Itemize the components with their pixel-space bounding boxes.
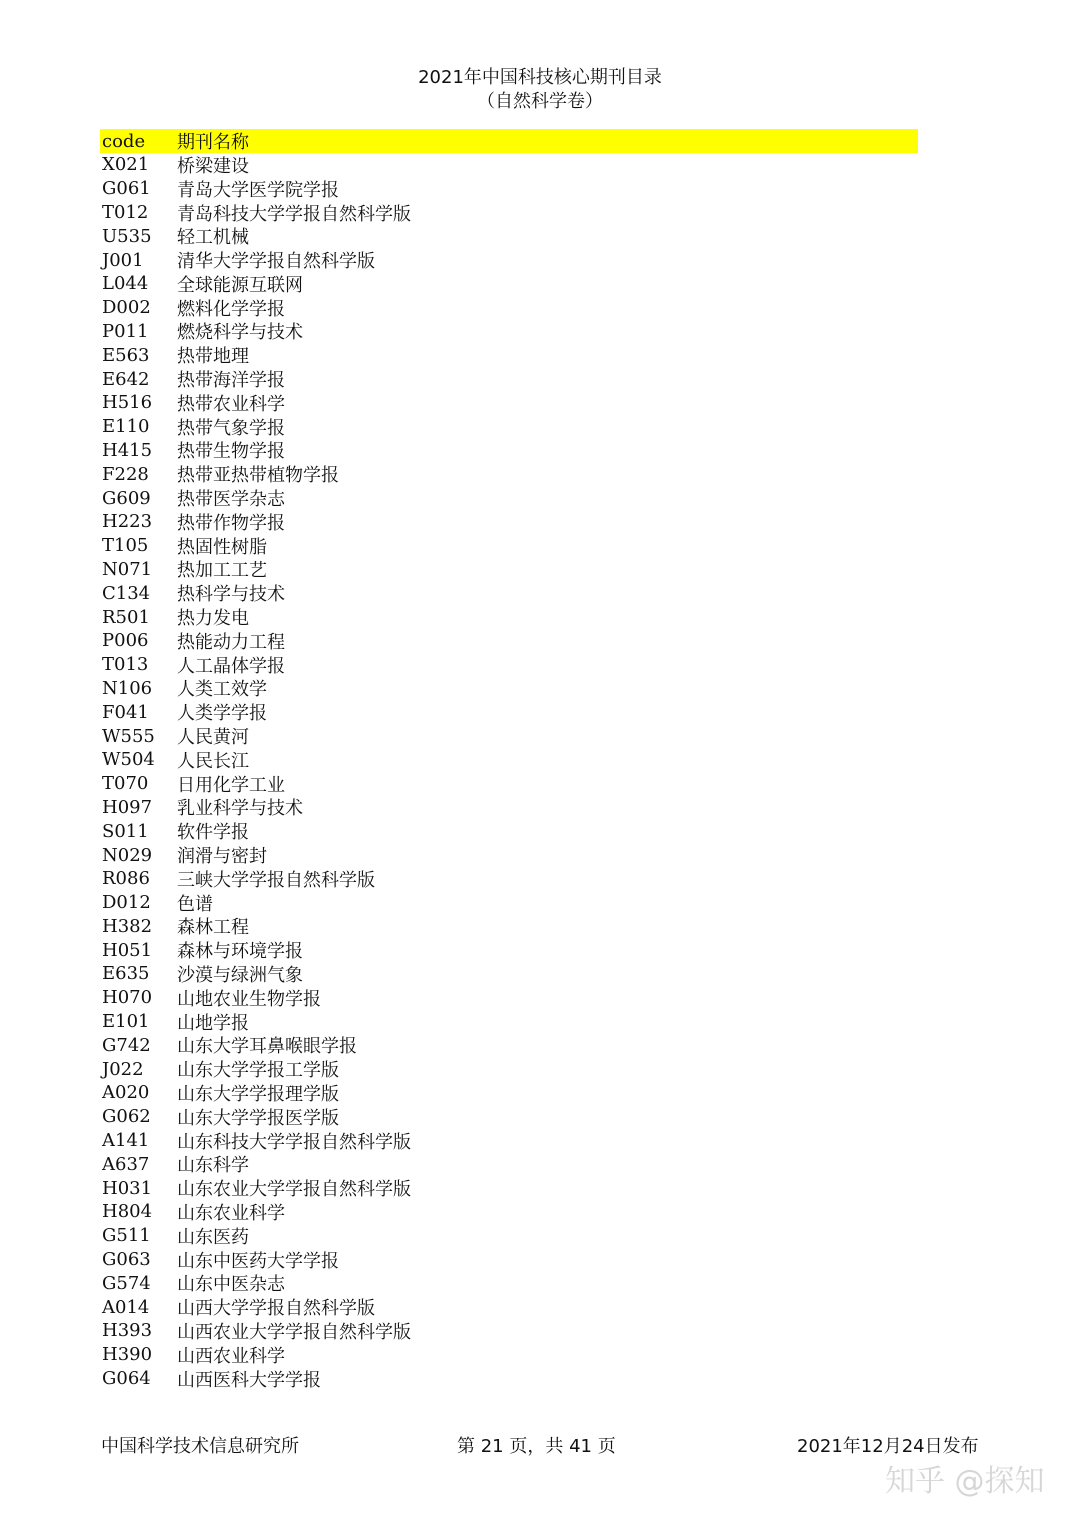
journal-code: A637 xyxy=(102,1153,150,1175)
footer-publish-date: 2021年12月24日发布 xyxy=(797,1436,979,1457)
journal-code: W504 xyxy=(102,749,155,771)
table-row xyxy=(100,1010,918,1034)
table-row xyxy=(100,558,918,582)
journal-code: F041 xyxy=(102,701,149,723)
journal-name: 燃料化学学报 xyxy=(177,298,285,320)
table-row xyxy=(100,962,918,986)
footer-page-info: 第 21 页，共 41 页 xyxy=(457,1436,616,1457)
table-row xyxy=(100,1057,918,1081)
table-row xyxy=(100,915,918,939)
journal-code: G064 xyxy=(102,1368,151,1390)
table-row xyxy=(100,938,918,962)
journal-name: 色谱 xyxy=(177,893,213,915)
table-row xyxy=(100,867,918,891)
journal-code: D002 xyxy=(102,297,151,319)
journal-code: H390 xyxy=(102,1344,153,1366)
journal-code: T105 xyxy=(102,535,149,557)
table-row xyxy=(100,1129,918,1153)
journal-name: 热带医学杂志 xyxy=(177,489,285,511)
table-row xyxy=(100,1271,918,1295)
journal-code: G574 xyxy=(102,1272,151,1294)
column-header-name: 期刊名称 xyxy=(177,132,249,153)
table-row xyxy=(100,605,918,629)
journal-code: F228 xyxy=(102,463,149,485)
journal-code: E563 xyxy=(102,344,150,366)
journal-name: 热带亚热带植物学报 xyxy=(177,465,339,487)
journal-code: G742 xyxy=(102,1034,151,1056)
journal-name: 日用化学工业 xyxy=(177,774,285,796)
table-row xyxy=(100,177,918,201)
journal-code: N029 xyxy=(102,844,153,866)
journal-code: T013 xyxy=(102,654,149,676)
table-row xyxy=(100,296,918,320)
table-row xyxy=(100,224,918,248)
journal-code: A141 xyxy=(102,1130,150,1152)
journal-name: 山西农业科学 xyxy=(177,1345,285,1367)
table-row xyxy=(100,1033,918,1057)
journal-code: N106 xyxy=(102,677,153,699)
journal-code: N071 xyxy=(102,558,153,580)
table-row xyxy=(100,1367,918,1391)
journal-name: 人类学学报 xyxy=(177,703,267,725)
table-row xyxy=(100,843,918,867)
journal-code: W555 xyxy=(102,725,155,747)
document-subtitle: （自然科学卷） xyxy=(477,91,603,112)
journal-code: E110 xyxy=(102,416,150,438)
journal-code: D012 xyxy=(102,892,151,914)
table-row xyxy=(100,415,918,439)
journal-code: L044 xyxy=(102,273,149,295)
table-row xyxy=(100,796,918,820)
journal-code: H516 xyxy=(102,392,153,414)
journal-code: H097 xyxy=(102,796,153,818)
journal-name: 山东医药 xyxy=(177,1226,249,1248)
journal-name: 山东大学学报工学版 xyxy=(177,1060,339,1082)
table-body xyxy=(100,153,918,1390)
journal-name: 燃烧科学与技术 xyxy=(177,322,303,344)
table-row xyxy=(100,1295,918,1319)
journal-name: 热能动力工程 xyxy=(177,631,285,653)
document-title: 2021年中国科技核心期刊目录 xyxy=(418,67,662,88)
journal-name: 森林与环境学报 xyxy=(177,941,303,963)
journal-code: T070 xyxy=(102,773,149,795)
journal-name: 热带作物学报 xyxy=(177,512,285,534)
journal-code: J022 xyxy=(102,1058,144,1080)
column-header-code: code xyxy=(102,130,146,152)
journal-code: S011 xyxy=(102,820,149,842)
journal-code: H051 xyxy=(102,939,153,961)
table-row xyxy=(100,1081,918,1105)
table-row xyxy=(100,272,918,296)
journal-name: 森林工程 xyxy=(177,917,249,939)
journal-name: 山东中医药大学学报 xyxy=(177,1250,339,1272)
footer-institution: 中国科学技术信息研究所 xyxy=(101,1436,299,1457)
table-row xyxy=(100,1105,918,1129)
journal-name: 润滑与密封 xyxy=(177,846,267,868)
journal-code: E635 xyxy=(102,963,150,985)
journal-code: A020 xyxy=(102,1082,150,1104)
journal-name: 人民长江 xyxy=(177,750,249,772)
journal-name: 山地农业生物学报 xyxy=(177,988,321,1010)
table-row xyxy=(100,1224,918,1248)
table-header-row xyxy=(100,129,918,153)
table-row xyxy=(100,534,918,558)
journal-name: 山东科学 xyxy=(177,1155,249,1177)
journal-name: 乳业科学与技术 xyxy=(177,798,303,820)
journal-code: G063 xyxy=(102,1249,151,1271)
table-row xyxy=(100,153,918,177)
journal-code: P011 xyxy=(102,320,149,342)
journal-code: E101 xyxy=(102,1011,150,1033)
journal-name: 桥梁建设 xyxy=(177,155,249,177)
journal-code: H804 xyxy=(102,1201,153,1223)
zhihu-watermark: 知乎 @探知 xyxy=(885,1464,1045,1499)
table-row xyxy=(100,819,918,843)
table-row xyxy=(100,748,918,772)
table-row xyxy=(100,1319,918,1343)
table-row xyxy=(100,343,918,367)
journal-code: A014 xyxy=(102,1296,150,1318)
journal-code: P006 xyxy=(102,630,149,652)
table-row xyxy=(100,1248,918,1272)
table-row xyxy=(100,629,918,653)
journal-name: 山东农业大学学报自然科学版 xyxy=(177,1179,411,1201)
journal-name: 山东农业科学 xyxy=(177,1202,285,1224)
table-row xyxy=(100,700,918,724)
journal-name: 热带气象学报 xyxy=(177,417,285,439)
table-row xyxy=(100,677,918,701)
table-row xyxy=(100,367,918,391)
journal-code: E642 xyxy=(102,368,150,390)
journal-name: 山东大学耳鼻喉眼学报 xyxy=(177,1036,357,1058)
journal-code: G062 xyxy=(102,1106,151,1128)
journal-code: U535 xyxy=(102,225,152,247)
table-row xyxy=(100,724,918,748)
table-row xyxy=(100,462,918,486)
journal-name: 人民黄河 xyxy=(177,727,249,749)
table-row xyxy=(100,653,918,677)
journal-code: G511 xyxy=(102,1225,151,1247)
journal-name: 人类工效学 xyxy=(177,679,267,701)
table-row xyxy=(100,1176,918,1200)
journal-table xyxy=(100,129,918,1390)
journal-name: 山西农业大学学报自然科学版 xyxy=(177,1321,411,1343)
journal-code: X021 xyxy=(102,154,150,176)
journal-name: 软件学报 xyxy=(177,822,249,844)
table-row xyxy=(100,320,918,344)
journal-code: G061 xyxy=(102,178,151,200)
journal-name: 山东大学学报理学版 xyxy=(177,1083,339,1105)
journal-name: 热科学与技术 xyxy=(177,584,285,606)
table-row xyxy=(100,986,918,1010)
journal-code: T012 xyxy=(102,201,149,223)
journal-name: 热力发电 xyxy=(177,608,249,630)
journal-name: 热固性树脂 xyxy=(177,536,267,558)
table-row xyxy=(100,1343,918,1367)
table-row xyxy=(100,1200,918,1224)
journal-name: 青岛科技大学学报自然科学版 xyxy=(177,203,411,225)
journal-name: 山东科技大学学报自然科学版 xyxy=(177,1131,411,1153)
journal-name: 山东中医杂志 xyxy=(177,1274,285,1296)
journal-name: 山西医科大学学报 xyxy=(177,1369,321,1391)
table-row xyxy=(100,486,918,510)
table-row xyxy=(100,391,918,415)
journal-code: H382 xyxy=(102,915,153,937)
journal-code: R501 xyxy=(102,606,150,628)
journal-code: J001 xyxy=(102,249,144,271)
journal-code: C134 xyxy=(102,582,151,604)
table-row xyxy=(100,248,918,272)
journal-name: 热带地理 xyxy=(177,346,249,368)
journal-code: H415 xyxy=(102,439,153,461)
journal-name: 清华大学学报自然科学版 xyxy=(177,251,375,273)
journal-code: R086 xyxy=(102,868,150,890)
table-row xyxy=(100,581,918,605)
journal-name: 山西大学学报自然科学版 xyxy=(177,1298,375,1320)
table-row xyxy=(100,772,918,796)
journal-code: H393 xyxy=(102,1320,153,1342)
journal-name: 热加工工艺 xyxy=(177,560,267,582)
journal-code: H223 xyxy=(102,511,153,533)
table-row xyxy=(100,510,918,534)
journal-name: 热带海洋学报 xyxy=(177,370,285,392)
journal-name: 三峡大学学报自然科学版 xyxy=(177,869,375,891)
journal-code: H070 xyxy=(102,987,153,1009)
table-row xyxy=(100,891,918,915)
journal-name: 山地学报 xyxy=(177,1012,249,1034)
journal-code: H031 xyxy=(102,1177,153,1199)
journal-name: 沙漠与绿洲气象 xyxy=(177,965,303,986)
table-row xyxy=(100,1152,918,1176)
table-row xyxy=(100,439,918,463)
journal-name: 轻工机械 xyxy=(177,227,249,249)
table-row xyxy=(100,201,918,225)
journal-name: 热带生物学报 xyxy=(177,441,285,463)
journal-name: 山东大学学报医学版 xyxy=(177,1107,339,1129)
journal-name: 青岛大学医学院学报 xyxy=(177,179,339,201)
journal-name: 全球能源互联网 xyxy=(177,274,303,296)
journal-name: 热带农业科学 xyxy=(177,393,285,415)
journal-code: G609 xyxy=(102,487,151,509)
journal-name: 人工晶体学报 xyxy=(177,655,285,677)
